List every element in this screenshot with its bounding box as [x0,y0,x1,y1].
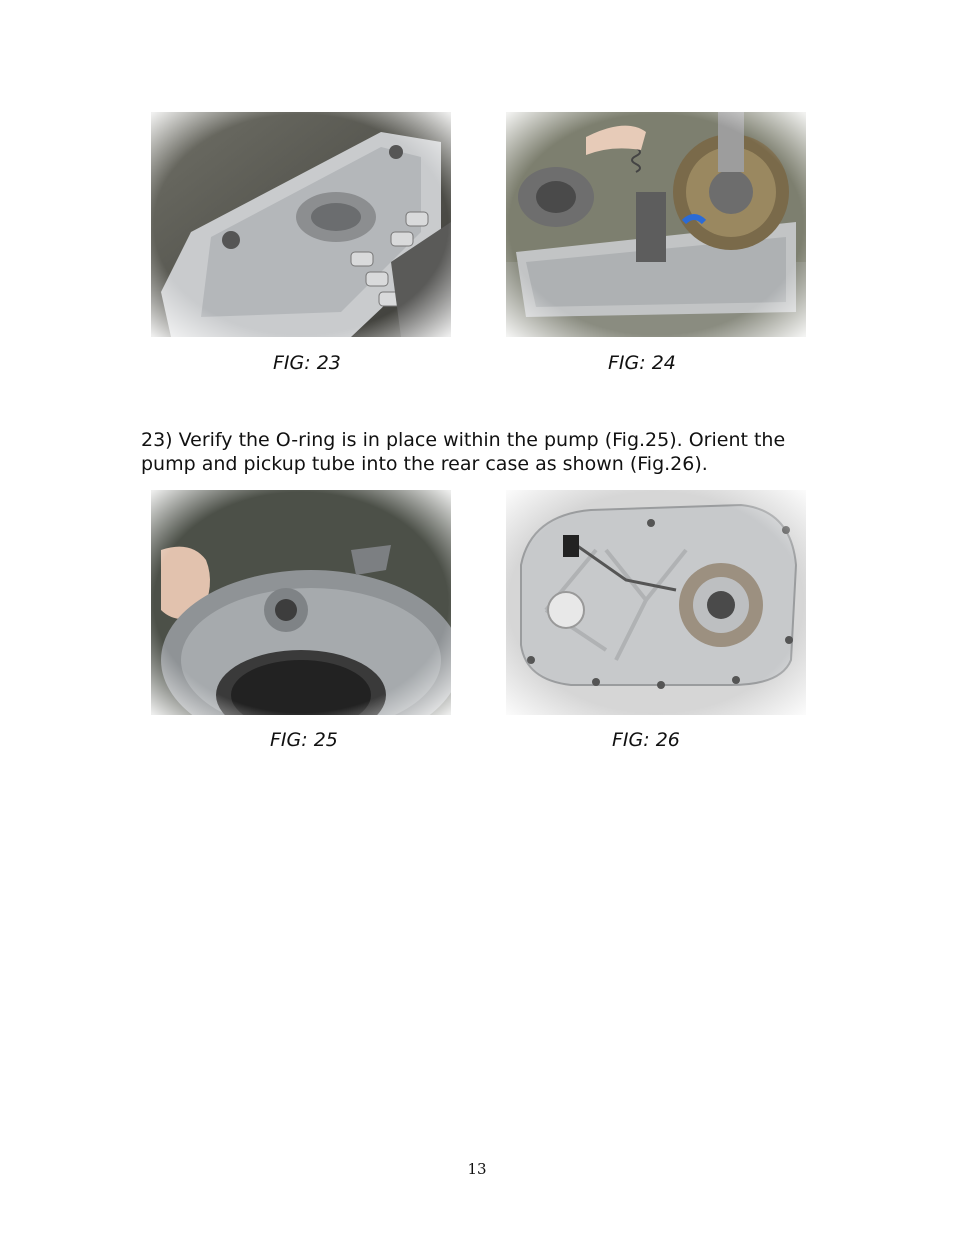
figure-25-photo [151,490,451,715]
figure-26-photo [506,490,806,715]
figure-24-photo [506,112,806,337]
figure-23-caption: FIG: 23 [273,352,341,374]
figure-25-caption: FIG: 25 [270,729,338,751]
figure-24-caption: FIG: 24 [608,352,676,374]
figure-23-photo [151,112,451,337]
step-23-instruction: 23) Verify the O-ring is in place within the pump (Fig.25). Orient the pump and pickup tube into the rear case as shown (Fig.26). [141,429,786,475]
figure-26-caption: FIG: 26 [612,729,680,751]
page-number: 13 [467,1160,487,1178]
